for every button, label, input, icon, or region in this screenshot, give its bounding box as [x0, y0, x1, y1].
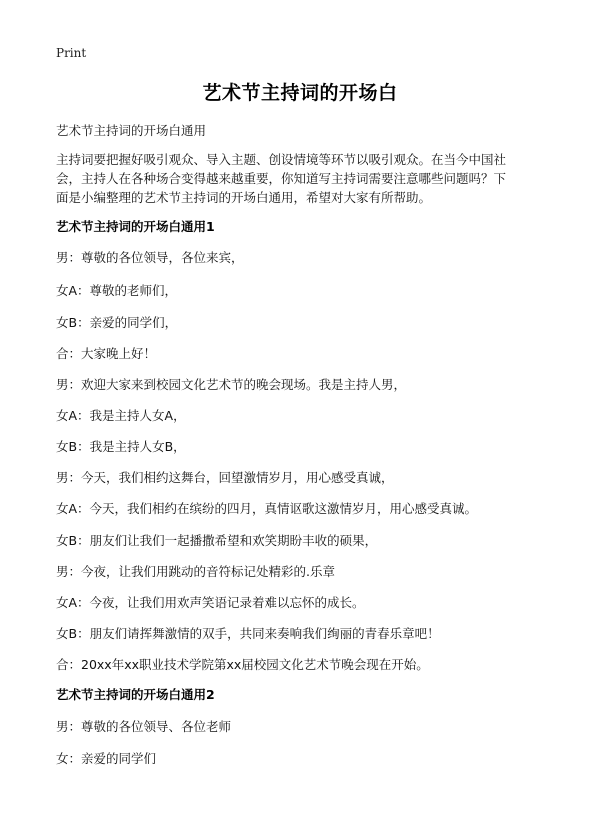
dialogue-line: 女：亲爱的同学们 — [56, 751, 157, 766]
document-subtitle: 艺术节主持词的开场白通用 — [56, 123, 207, 138]
dialogue-line: 女B：朋友们请挥舞激情的双手，共同来奏响我们绚丽的青春乐章吧！ — [56, 626, 440, 641]
print-link[interactable]: Print — [56, 46, 87, 60]
dialogue-line: 男：今夜，让我们用跳动的音符标记处精彩的.乐章 — [56, 564, 335, 579]
intro-line: 会，主持人在各种场合变得越来越重要，你知道写主持词需要注意哪些问题吗？下 — [56, 171, 507, 186]
section-heading-1: 艺术节主持词的开场白通用1 — [56, 219, 215, 234]
dialogue-line: 男：今天，我们相约这舞台，回望激情岁月，用心感受真诚， — [56, 470, 394, 485]
dialogue-line: 女A：我是主持人女A， — [56, 408, 186, 423]
dialogue-line: 女A：今夜，让我们用欢声笑语记录着难以忘怀的成长。 — [56, 595, 365, 610]
dialogue-line: 男：尊敬的各位领导、各位老师 — [56, 719, 232, 734]
dialogue-line: 女B：朋友们让我们一起播撒希望和欢笑期盼丰收的硕果， — [56, 533, 378, 548]
dialogue-line: 合：20xx年xx职业技术学院第xx届校园文化艺术节晚会现在开始。 — [56, 657, 429, 672]
intro-line: 主持词要把握好吸引观众、导入主题、创设情境等环节以吸引观众。在当今中国社 — [56, 152, 507, 167]
dialogue-line: 女B：我是主持人女B， — [56, 439, 186, 454]
intro-line: 面是小编整理的艺术节主持词的开场白通用，希望对大家有所帮助。 — [56, 190, 432, 205]
intro-paragraph — [56, 150, 556, 207]
dialogue-line: 女A：今天，我们相约在缤纷的四月，真情讴歌这激情岁月，用心感受真诚。 — [56, 501, 478, 516]
dialogue-line: 合：大家晚上好！ — [56, 346, 157, 361]
dialogue-line: 男：尊敬的各位领导，各位来宾， — [56, 250, 244, 265]
document-title: 艺术节主持词的开场白 — [202, 82, 398, 104]
section-heading-2: 艺术节主持词的开场白通用2 — [56, 687, 215, 702]
dialogue-line: 女B：亲爱的同学们， — [56, 315, 178, 330]
dialogue-line: 女A：尊敬的老师们， — [56, 283, 178, 298]
dialogue-line: 男：欢迎大家来到校园文化艺术节的晚会现场。我是主持人男， — [56, 377, 407, 392]
